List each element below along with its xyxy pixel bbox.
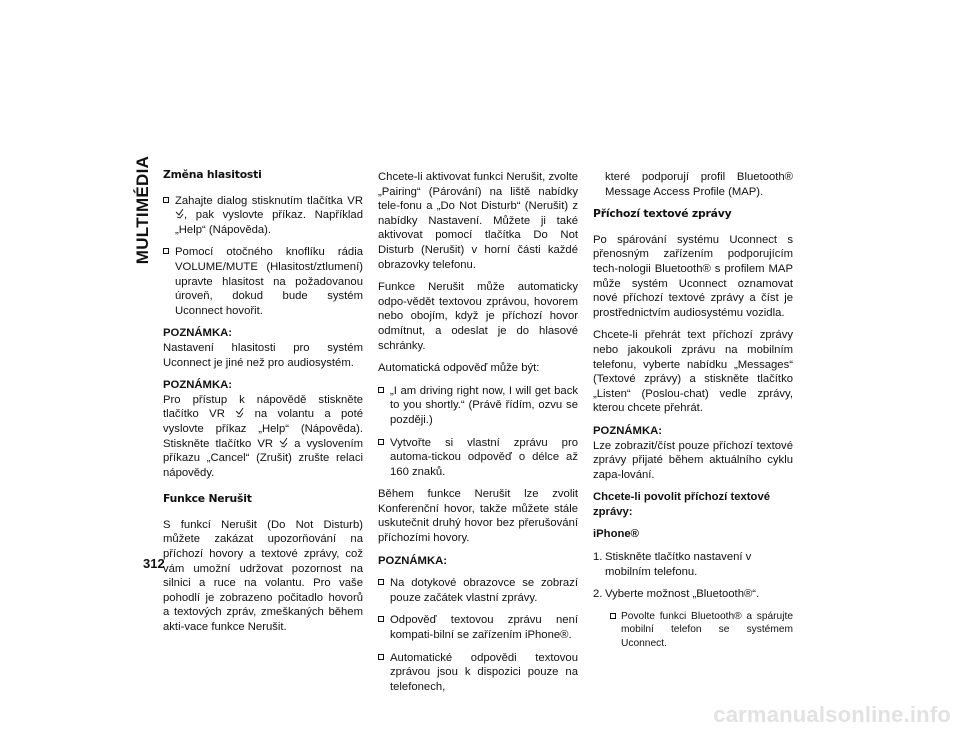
step-number: 2. bbox=[593, 588, 603, 601]
list-item bbox=[163, 194, 363, 238]
voice-command-icon bbox=[235, 407, 244, 418]
note-label: POZNÁMKA: bbox=[378, 554, 448, 567]
checkbox-bullet-icon bbox=[163, 248, 169, 254]
step-number: 1. bbox=[593, 551, 603, 564]
list-item bbox=[378, 613, 578, 642]
column-1 bbox=[163, 168, 363, 643]
heading-do-not-disturb: Funkce Nerušit bbox=[163, 492, 252, 506]
paragraph: S funkcí Nerušit (Do Not Disturb) můžete zakázat upozorňování na příchozí hovory a textové zprávy, což vám umožní udržovat pozornost na silnici a ruce na volantu. Pro vaše pohodlí je zobrazeno počitadlo hovorů a textových zpráv, zmeškaných během akti-vace funkce Nerušit. bbox=[163, 518, 363, 634]
watermark: carmanualsonline.info bbox=[713, 702, 951, 727]
heading-incoming-messages: Příchozí textové zprávy bbox=[593, 207, 732, 221]
note-text-part: na volantu a poté vyslovte příkaz „Help“ (Nápověda). Stiskněte tlačítko VR bbox=[163, 408, 363, 450]
sub-list-item-text: Povolte funkci Bluetooth® a spárujte mobilní telefon se systémem Uconnect. bbox=[621, 610, 793, 650]
list-item bbox=[378, 651, 578, 695]
section-side-title-text: MULTIMÉDIA bbox=[133, 155, 152, 265]
list-item-text: , pak vyslovte příkaz. Například „Help“ (Nápověda). bbox=[175, 209, 363, 236]
list-item-text: Vytvořte si vlastní zprávu pro automa-tickou odpověď o délce až 160 znaků. bbox=[390, 436, 578, 478]
note-text bbox=[163, 393, 363, 481]
list-item bbox=[163, 245, 363, 318]
checkbox-bullet-icon bbox=[378, 439, 384, 445]
voice-command-icon bbox=[279, 437, 288, 448]
list-item-text: Automatické odpovědi textovou zprávou jsou k dispozici pouze na telefonech, bbox=[390, 651, 578, 693]
note-text-part: a vyslovením příkazu „Cancel“ (Zrušit) zrušte relaci nápovědy. bbox=[163, 437, 364, 479]
column-2 bbox=[378, 170, 578, 702]
paragraph: Během funkce Nerušit lze zvolit Konferenční hovor, takže můžete stále uskutečnit druhý hovor bez přerušování příchozími hovory. bbox=[378, 488, 578, 545]
numbered-step bbox=[593, 587, 793, 602]
note-label: POZNÁMKA: bbox=[163, 379, 233, 392]
column-3 bbox=[593, 170, 793, 659]
paragraph: Automatická odpověď může být: bbox=[378, 362, 540, 375]
note-text: Nastavení hlasitosti pro systém Uconnect je jiné než pro audiosystém. bbox=[163, 341, 363, 369]
note-label: POZNÁMKA: bbox=[163, 327, 233, 340]
page-number: 312 bbox=[143, 556, 165, 571]
voice-command-icon bbox=[175, 208, 184, 219]
paragraph: Funkce Nerušit může automaticky odpo-vědět textovou zprávou, hovorem nebo obojím, když je příchozí hovor odmítnut, a odeslat je do hlasové schránky. bbox=[378, 281, 578, 352]
section-side-title bbox=[131, 155, 155, 265]
subheading: Chcete-li povolit příchozí textové zprávy: bbox=[593, 491, 771, 518]
checkbox-bullet-icon bbox=[163, 197, 169, 203]
step-text: Vyberte možnost „Bluetooth®“. bbox=[605, 588, 760, 601]
paragraph: Chcete-li přehrát text příchozí zprávy nebo jakoukoli zprávu na mobilním telefonu, vyberte nabídku „Messages“ (Textové zprávy) a stiskněte tlačítko „Listen“ (Poslou-chat) vedle zprávy, kterou chcete přehrát. bbox=[593, 329, 793, 415]
checkbox-bullet-icon bbox=[378, 387, 384, 393]
note-label: POZNÁMKA: bbox=[593, 424, 663, 437]
heading-volume: Změna hlasitosti bbox=[163, 168, 262, 181]
paragraph: Po spárování systému Uconnect s přenosným zařízením podporujícím tech-nologii Bluetooth® s profilem MAP může systém Uconnect oznamovat nové příchozí textové zprávy a číst je prostřednictvím audiosystému vozidla. bbox=[593, 233, 793, 319]
list-item-text: Zahajte dialog stisknutím tlačítka VR bbox=[175, 194, 363, 207]
list-continuation: které podporují profil Bluetooth® Message Access Profile (MAP). bbox=[605, 171, 793, 198]
list-item bbox=[378, 384, 578, 428]
list-item-text: Na dotykové obrazovce se zobrazí pouze začátek vlastní zprávy. bbox=[390, 577, 578, 604]
checkbox-bullet-icon bbox=[378, 654, 384, 660]
list-item-text: Pomocí otočného knoflíku rádia VOLUME/MUTE (Hlasitost/ztlumení) upravte hlasitost na požadovanou úroveň, dokud bude systém Uconnect hovořit. bbox=[175, 246, 363, 317]
sub-list-item bbox=[593, 610, 793, 651]
list-item bbox=[378, 576, 578, 605]
note-text-part: Pro přístup k nápovědě stiskněte tlačítko VR bbox=[163, 393, 363, 421]
list-item-text: Odpověď textovou zprávu není kompati-bilní se zařízením iPhone®. bbox=[390, 614, 578, 642]
checkbox-bullet-icon bbox=[378, 579, 384, 585]
list-item-text: „I am driving right now, I will get back to you shortly.“ (Právě řídím, ozvu se později.) bbox=[390, 384, 578, 426]
step-text: Stiskněte tlačítko nastavení v mobilním telefonu. bbox=[605, 551, 752, 578]
paragraph: Chcete-li aktivovat funkci Nerušit, zvolte „Pairing“ (Párování) na liště nabídky tele-fonu a „Do Not Disturb“ (Nerušit) z nabídky Nastavení. Můžete ji také aktivovat pomocí tlačítka Do Not Disturb (Nerušit) v horní části každé obrazovky telefonu. bbox=[378, 171, 578, 271]
numbered-step bbox=[593, 550, 793, 579]
note-text: Lze zobrazit/číst pouze příchozí textové zprávy přijaté během aktuálního cyklu zapa-lování. bbox=[593, 439, 793, 481]
subheading-iphone: iPhone® bbox=[593, 528, 639, 541]
checkbox-bullet-icon bbox=[378, 616, 384, 622]
checkbox-bullet-icon bbox=[610, 613, 616, 619]
list-item bbox=[378, 436, 578, 480]
